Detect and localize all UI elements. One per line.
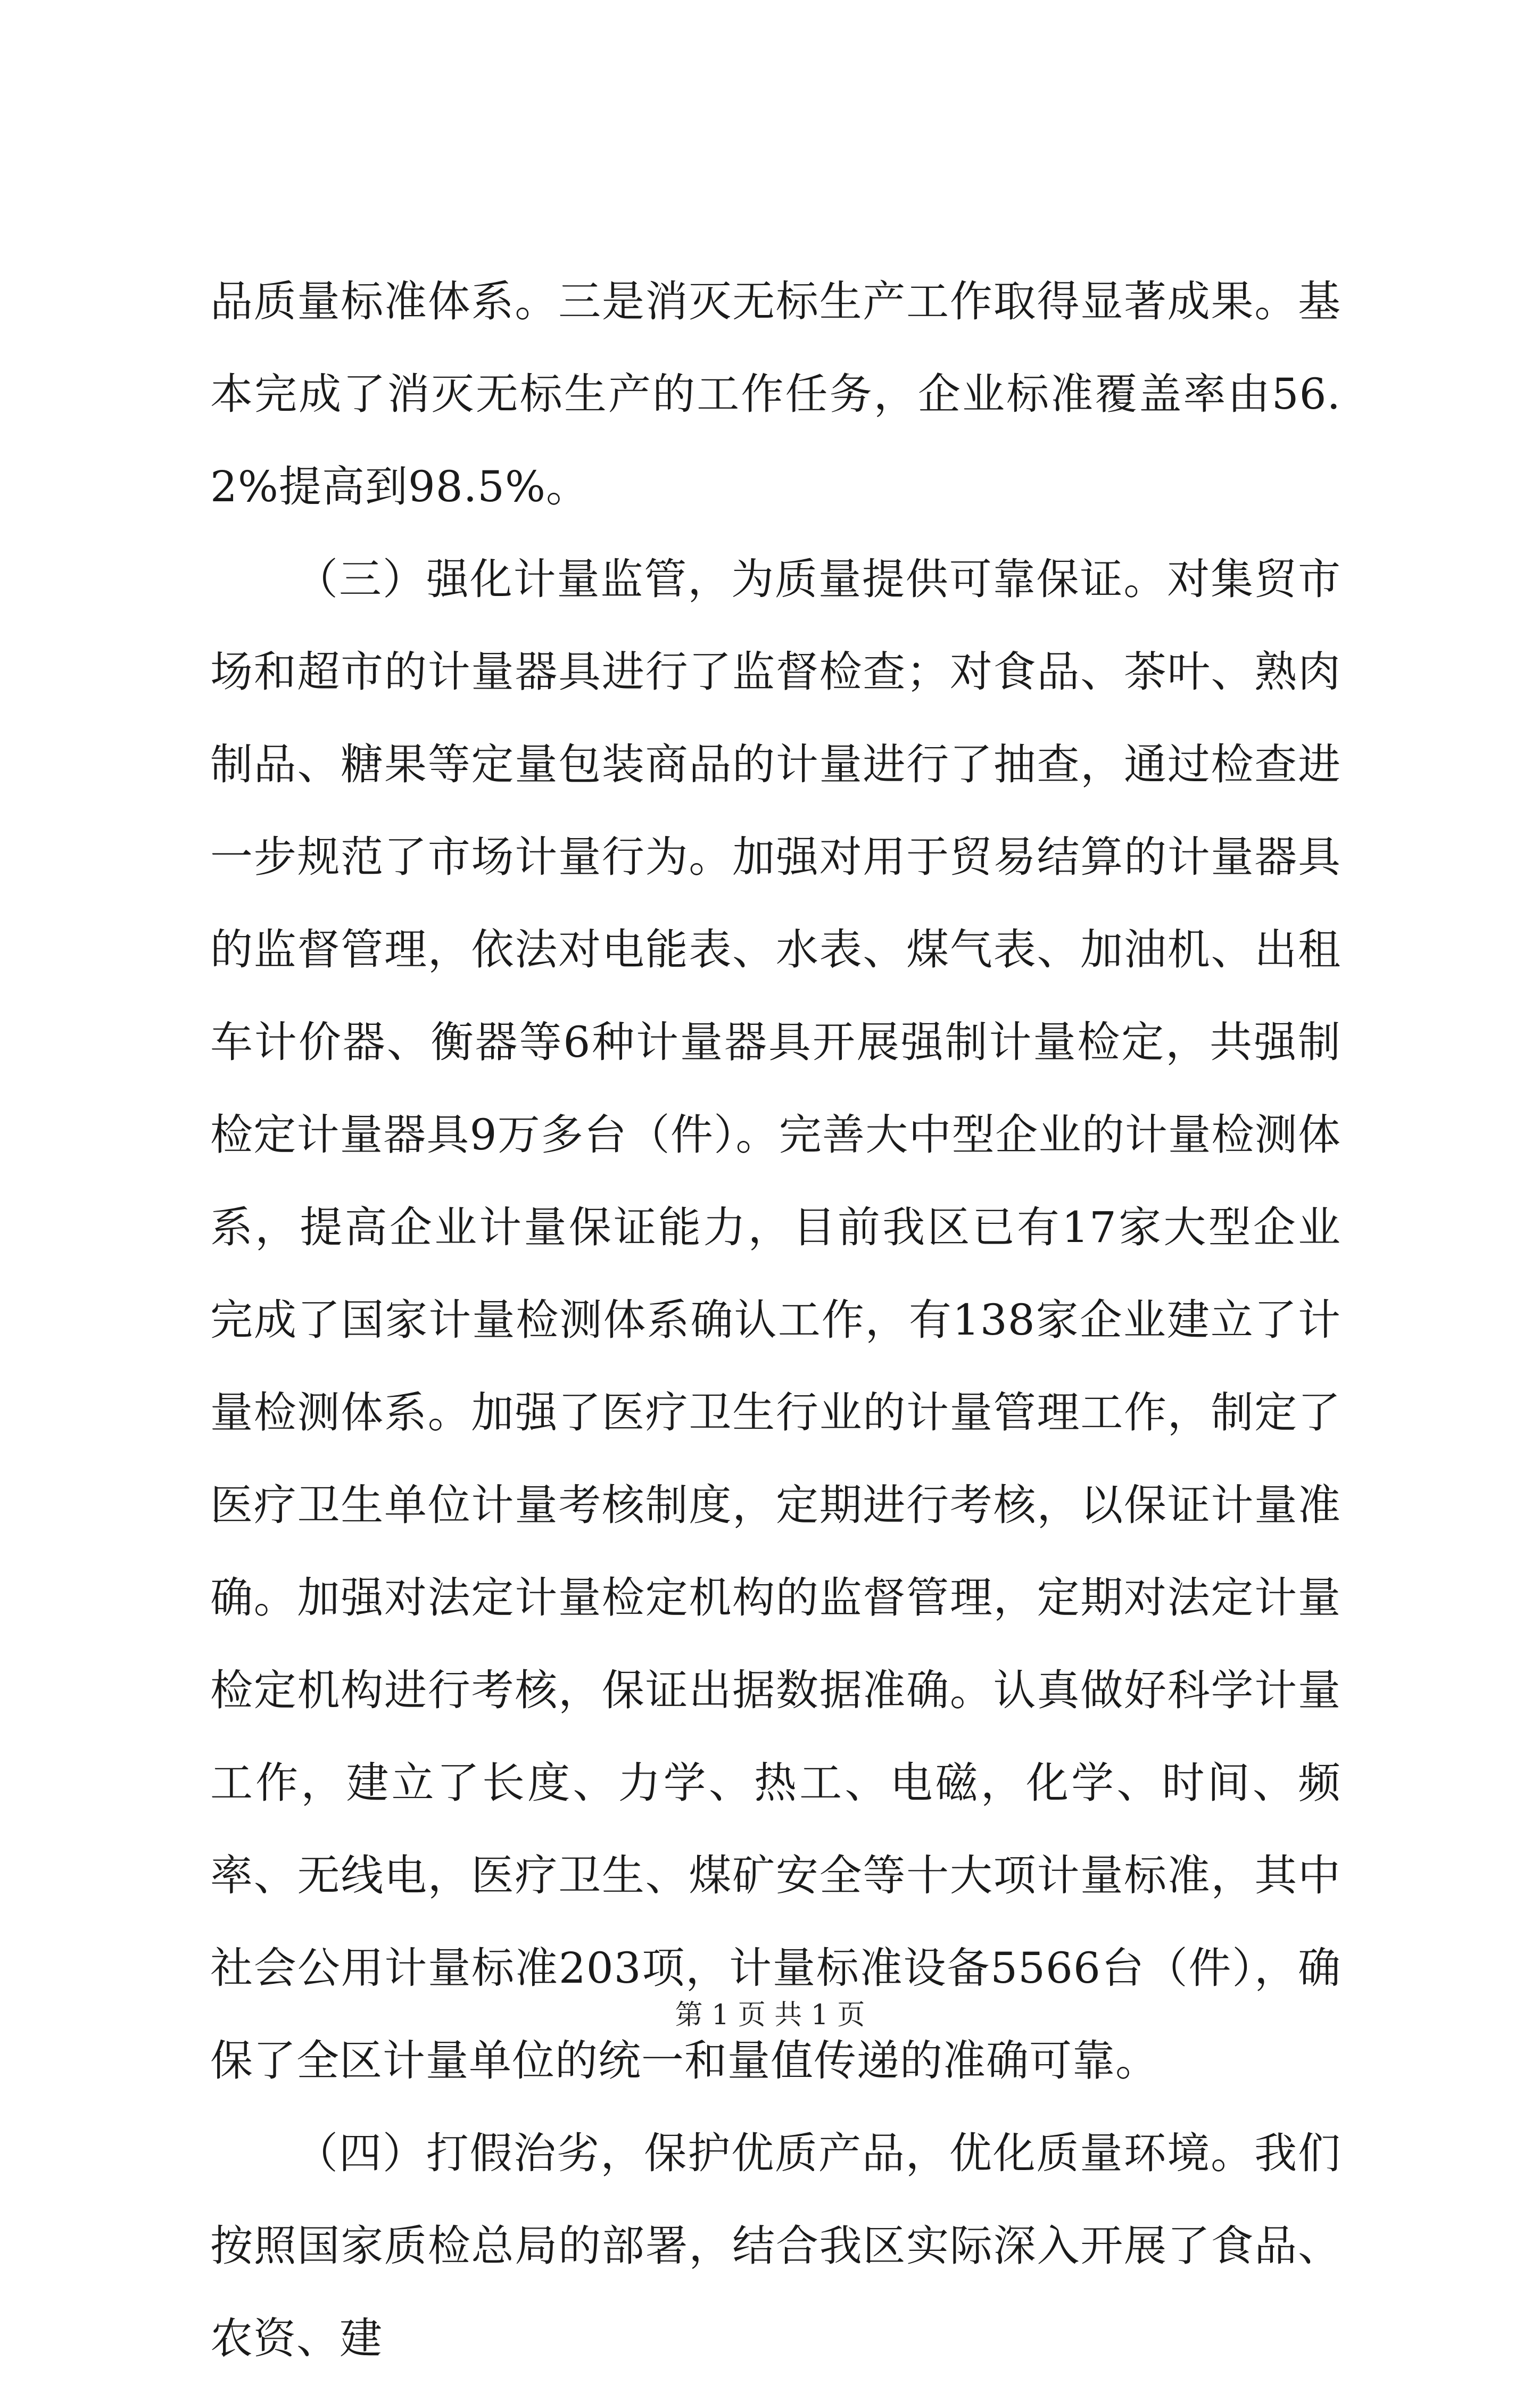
page-footer: 第 1 页 共 1 页 — [675, 1999, 865, 2031]
paragraph-2: （三）强化计量监管，为质量提供可靠保证。对集贸市场和超市的计量器具进行了监督检查；对食品、茶叶、熟肉制品、糖果等定量包装商品的计量进行了抽查，通过检查进一步规范了市场计量行为。加强对用于贸易结算的计量器具的监督管理，依法对电能表、水表、煤气表、加油机、出租车计价器、衡器等6种计量器具开展强制计量检定，共强制检定计量器具9万多台（件）。完善大中型企业的计量检测体系，提高企业计量保证能力，目前我区已有17家大型企业完成了国家计量检测体系确认工作，有138家企业建立了计量检测体系。加强了医疗卫生行业的计量管理工作，制定了医疗卫生单位计量考核制度，定期进行考核，以保证计量准确。加强对法定计量检定机构的监督管理，定期对法定计量检定机构进行考核，保证出据数据准确。认真做好科学计量工作，建立了长度、力学、热工、电磁，化学、时间、频率、无线电，医疗卫生、煤矿安全等十大项计量标准，其中社会公用计量标准203项，计量标准设备5566台（件），确保了全区计量单位的统一和量值传递的准确可靠。 — [210, 554, 1341, 2085]
paragraph-1: 品质量标准体系。三是消灭无标生产工作取得显著成果。基本完成了消灭无标生产的工作任务，企业标准覆盖率由56.2%提高到98.5%。 — [210, 277, 1341, 511]
document-body — [210, 255, 1341, 2385]
paragraph-3: （四）打假治劣，保护优质产品，优化质量环境。我们按照国家质检总局的部署，结合我区实际深入开展了食品、农资、建 — [210, 2129, 1341, 2363]
